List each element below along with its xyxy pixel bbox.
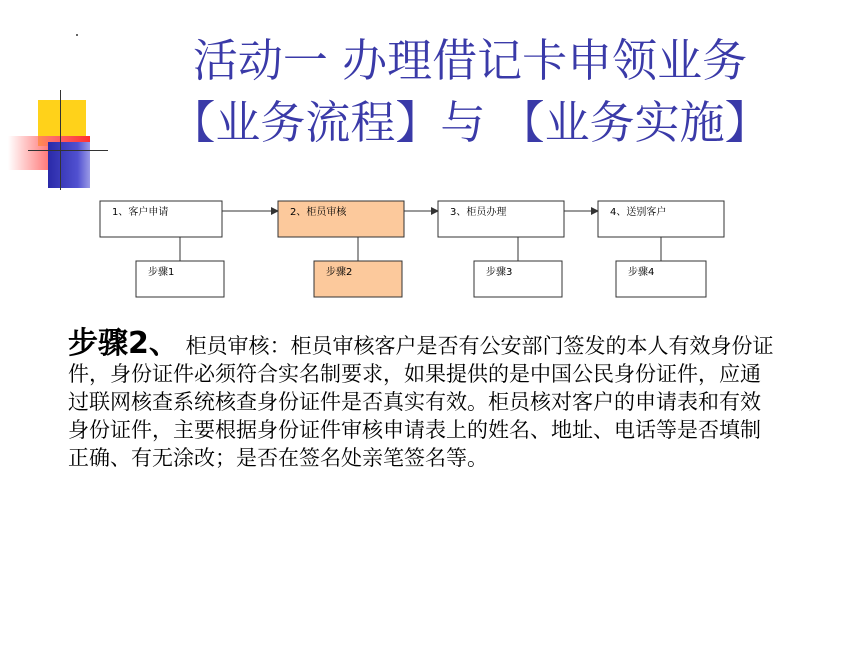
- flow-step-box-label: 4、送别客户: [610, 207, 667, 218]
- flow-substep-box-label: 步骤4: [628, 267, 655, 278]
- step-body: ：柜员审核客户是否有公安部门签发的本人有效身份证件，身份证件必须符合实名制要求，如果提供的是中国公民身份证件，应通过联网核查系统核查身份证件是否真实有效。柜员核对客户的申请表和有效身份证件，主要根据身份证件审核申请表上的姓名、地址、电话等是否填制正确、有无涂改；是否在签名处亲笔签名等。: [68, 334, 774, 470]
- title-line-1: 活动一 办理借记卡申领业务: [192, 34, 748, 87]
- flow-substep-box-label: 步骤1: [148, 267, 175, 278]
- title-line-2: 【业务流程】与 【业务实施】: [170, 96, 770, 149]
- flow-step-box-4: [598, 201, 724, 237]
- flow-step-box-1: [100, 201, 222, 237]
- flow-substep-box-label: 步骤3: [486, 267, 513, 278]
- step-description: [68, 326, 780, 472]
- flow-substep-box-2: [314, 261, 402, 297]
- flow-connectors: [180, 211, 661, 261]
- flow-substep-box-3: [474, 261, 562, 297]
- flow-step-box-3: [438, 201, 564, 237]
- step-heading: 步骤2、: [68, 326, 179, 361]
- flow-substep-box-label: 步骤2: [326, 267, 353, 278]
- flow-step-box-label: 3、柜员办理: [450, 207, 507, 218]
- flow-step-box-label: 1、客户申请: [112, 207, 169, 218]
- flow-boxes: [100, 201, 724, 297]
- flow-substep-box-1: [136, 261, 224, 297]
- step-subject: 柜员审核: [185, 334, 270, 358]
- flow-substep-box-4: [616, 261, 706, 297]
- flow-step-box-2: [278, 201, 404, 237]
- flow-step-box-label: 2、柜员审核: [290, 207, 347, 218]
